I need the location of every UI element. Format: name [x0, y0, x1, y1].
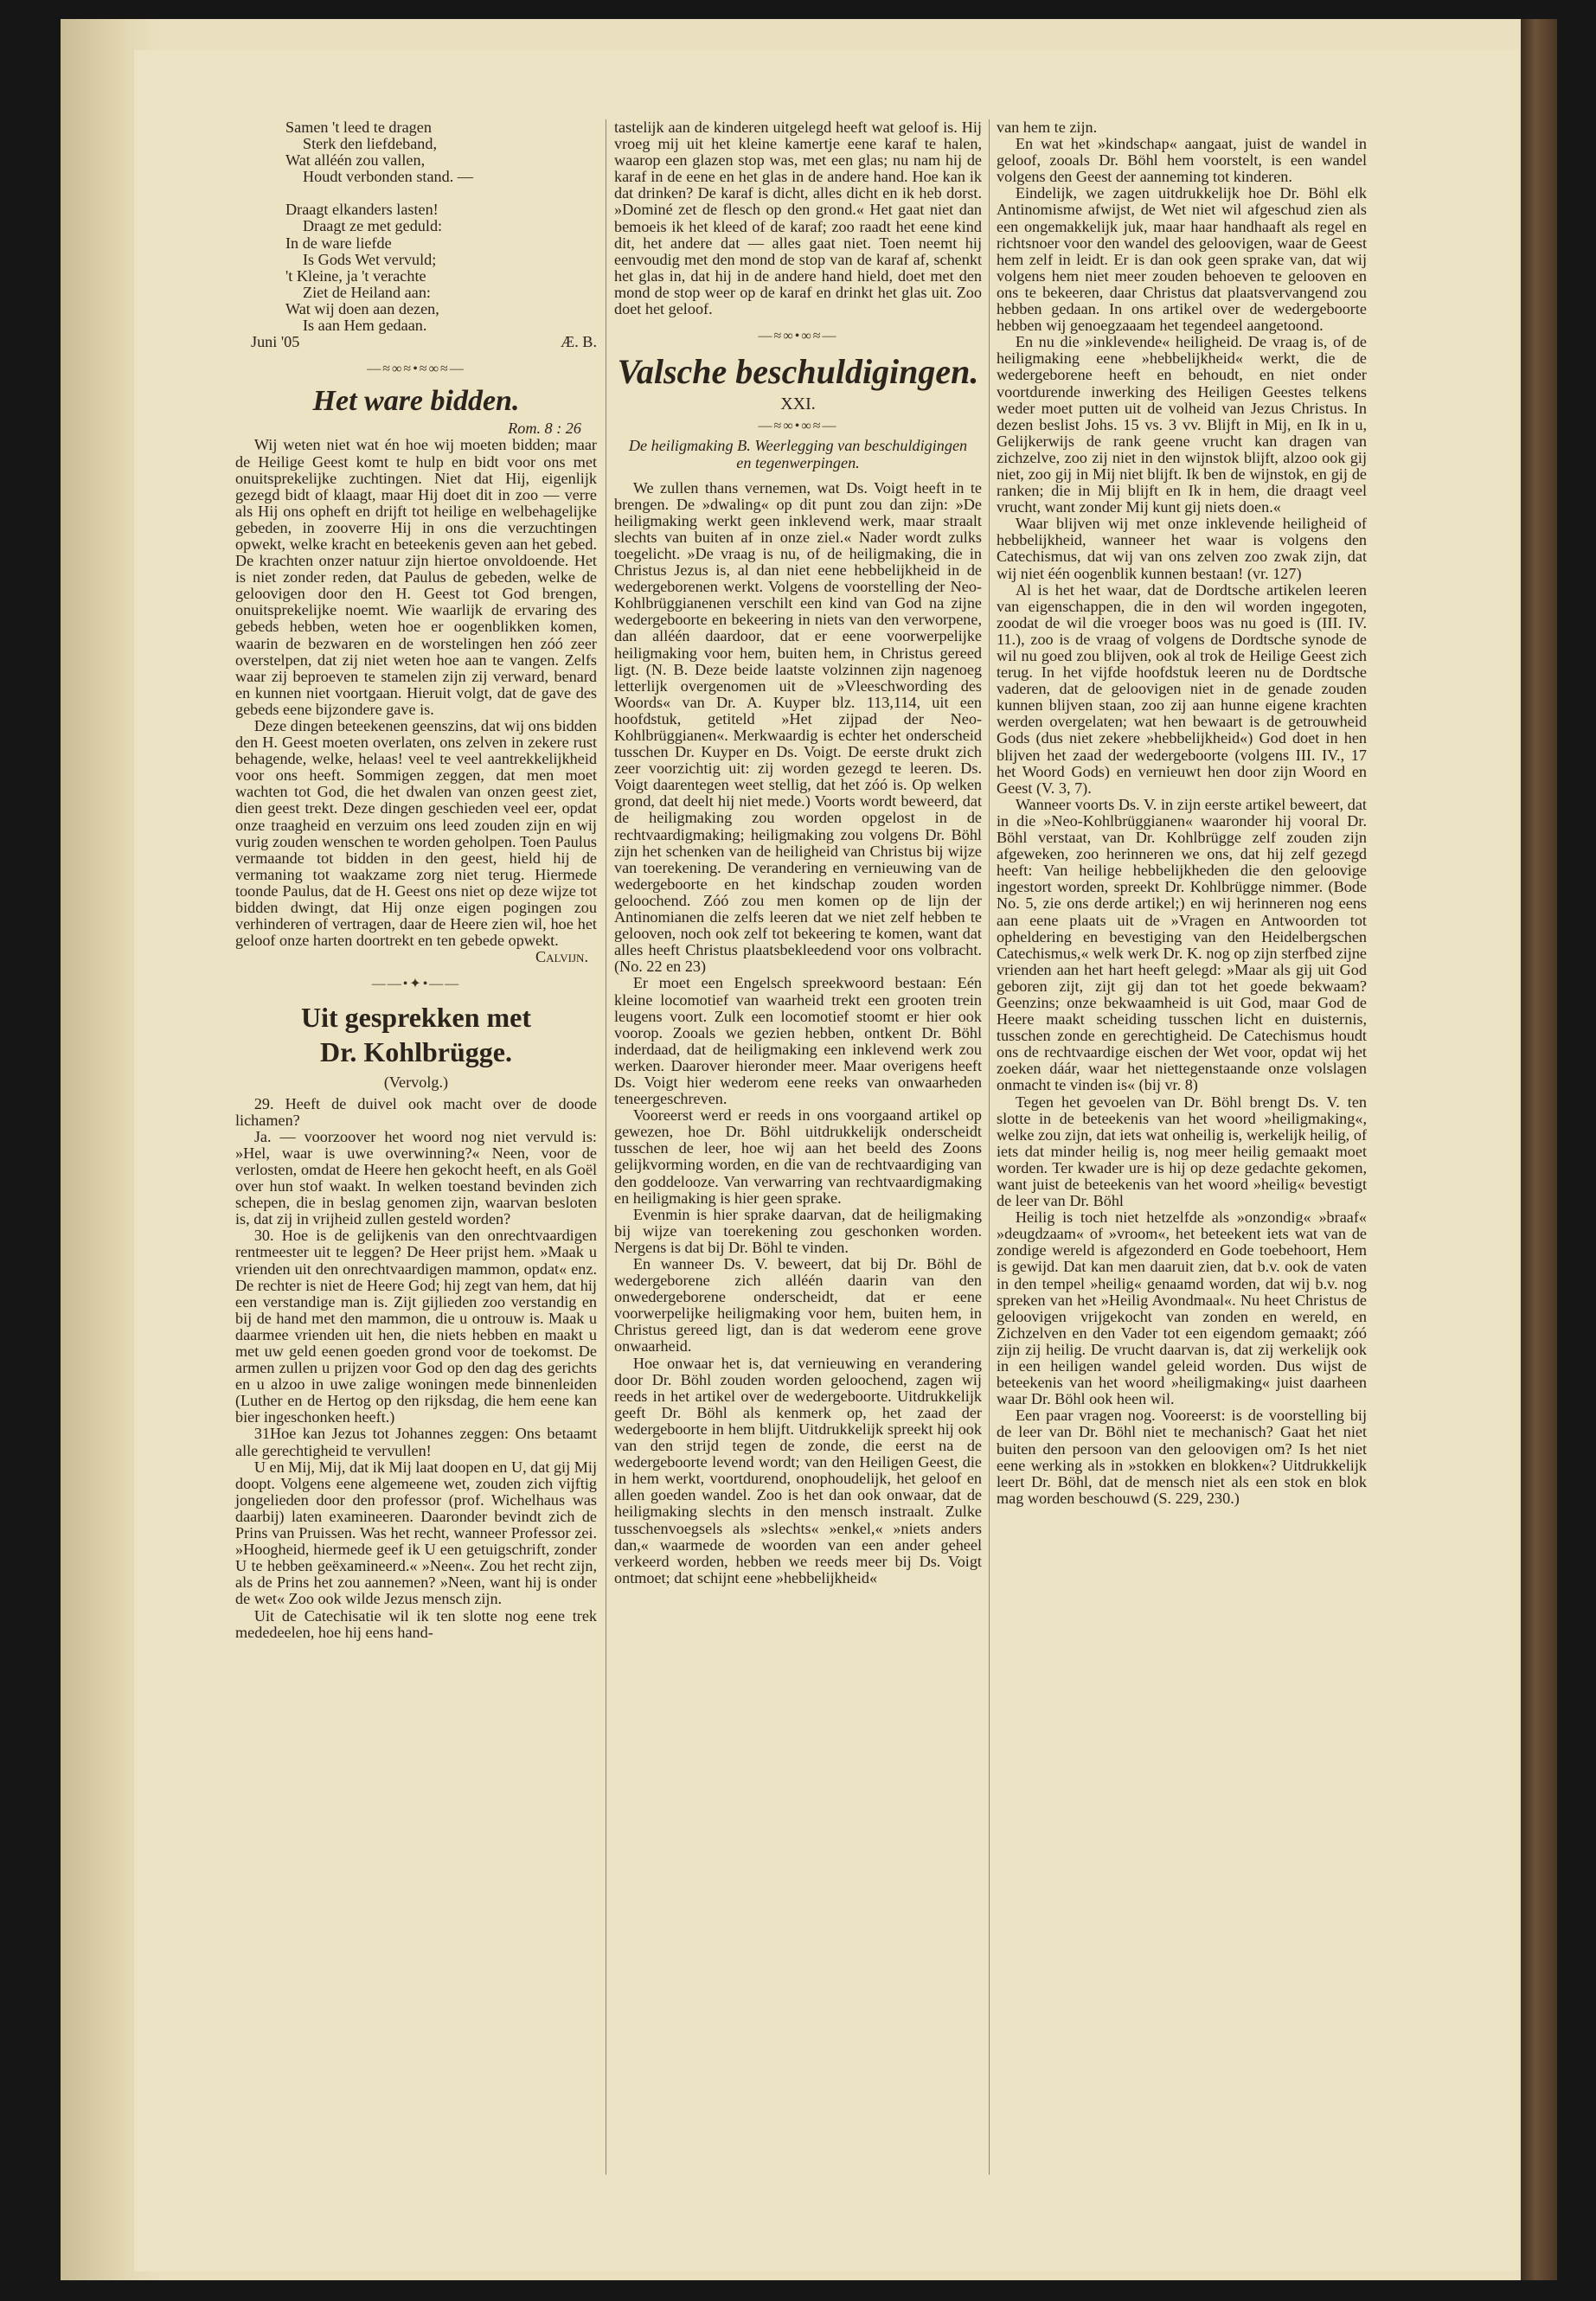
column-2 — [614, 119, 982, 1586]
poem-line: Ziet de Heiland aan: — [303, 283, 431, 301]
poem-line: Wat wij doen aan dezen, — [285, 299, 439, 317]
poem-line: Draagt ze met geduld: — [303, 217, 443, 235]
poem-line: Is Gods Wet vervuld; — [303, 250, 437, 268]
article-paragraph: Waar blijven wij met onze inklevende heiligheid of hebbelijkheid, wanneer het waar is volgens den Catechismus, dat wij van ons zelven zoo zwak zijn, dat wij niet één oogenblik kunnen bestaan! (vr. 127) — [997, 515, 1367, 582]
poem-signature: Æ. B. — [561, 333, 597, 351]
poem-line: Houdt verbonden stand. — — [303, 168, 473, 186]
article-paragraph: 31Hoe kan Jezus tot Johannes zeggen: Ons betaamt alle gerechtigheid te vervullen! — [235, 1425, 597, 1459]
article-paragraph: Er moet een Engelsch spreekwoord bestaan: Eén kleine locomotief van waarheid trekt een grooten trein leugens voort. Zulk een locomotief stoomt er hier ook voorop. Zooals we gezien hebben, ontkent Dr. Böhl inderdaad, dat de heiligmaking een inklevend werk zou werken. Daarover hieronder meer. Maar overigens heeft Ds. Voigt hier wederom eene reeks van onwaarheden teneergeschreven. — [614, 974, 982, 1108]
section-ornament: —≈∞≈•≈∞≈— — [367, 362, 465, 377]
column-1 — [235, 119, 597, 1641]
poem-line: 't Kleine, ja 't verachte — [285, 266, 426, 285]
article-deck: De heiligmaking B. Weerlegging van beschuldigingen en tegenwerpingen. — [628, 437, 968, 471]
article-title-line: Uit gesprekken met — [300, 1001, 532, 1033]
article-number: XXI. — [780, 394, 816, 414]
article-paragraph: Wanneer voorts Ds. V. in zijn eerste artikel beweert, dat in die »Neo-Kohlbrüggianen« waaronder hij vooral Dr. Böhl verstaat, van Dr. Kohlbrügge zelf zouden zijn afgeweken, zoo herinneren we ons, dat hij zelf gezegd heeft: Van heilige hebbelijkheden die den geloovige ingestort worden, spreekt Dr. Kohlbrügge nimmer. (Bode No. 5, zie ons derde artikel;) en wij herinneren nog eens aan eene plaats uit de »Vragen en Antwoorden tot opheldering en bevestiging van den Heidelbergschen Catechismus,« welk werk Dr. K. nog op zijn sterfbed zijne vrienden aan het hart heeft gelegd: »Maar als gij uit God geboren zijt, zijt gij dan tot het goede bekwaam? Geenzins; onze bekwaamheid is uit God, maar God de Heere maakt scheiding tusschen licht en duisternis, tusschen zonde en gerechtigheid. De Catechismus houdt ons de rechtvaardige eischen der Wet voor, opdat wij het zoeken dáár, waar het niettegenstaande onze volslagen onmacht te vinden is« (bij vr. 8) — [997, 795, 1367, 1094]
article-title: Valsche beschuldigingen. — [617, 352, 979, 392]
poem-line: Samen 't leed te dragen — [285, 119, 432, 136]
article-paragraph: Ja. — voorzoover het woord nog niet vervuld is: »Hel, waar is uwe overwinning?« Neen, voor de verlosten, omdat de Heere hen gekocht heeft, en als Goël over hun stof waakt. In welken toestand bevinden zich schepen, die in beslag genomen zijn, waarvan besloten is, dat zij in vrijheid zullen gesteld worden? — [235, 1127, 597, 1228]
poem-line: Wat alléén zou vallen, — [285, 151, 426, 170]
article-title-line: Dr. Kohlbrügge. — [320, 1035, 512, 1067]
article-paragraph: 30. Hoe is de gelijkenis van den onrechtvaardigen rentmeester uit te leggen? De Heer prijst hem. »Maak u vrienden uit den onrechtvaardigen mammon, opdat« enz. De rechter is niet de Heere God; hij zegt van hem, dat hij een verstandige man is. Zijt gijlieden zoo verstandig en bij de hand met den mammon, die u ontrouw is. Maak u daarmee vrienden uit hen, die niets hebben en maakt u met uw geld eenen goeden grond voor de toekomst. De armen zullen u prijzen voor God op den dag des gerichts en u alzoo in uwe zalige woningen mede binnenleiden (Luther en de Hertog op den rijksdag, die hem eene kan bier ingeschonken heeft.) — [235, 1227, 597, 1426]
poem-line: Draagt elkanders lasten! — [285, 201, 439, 219]
section-ornament: —≈∞•∞≈— — [758, 329, 838, 344]
article-title: Het ware bidden. — [312, 385, 520, 418]
column-3 — [997, 119, 1367, 1507]
article-paragraph: Hoe onwaar het is, dat vernieuwing en verandering door Dr. Böhl zouden worden geloochend, zagen wij reeds in het artikel over de wedergeboorte. Uitdrukkelijk geeft Dr. Böhl als kenmerk op, het zaad der wedergeboorte in hem blijft. Uitdrukkelijk spreekt hij ook van den strijd tegen de zonde, die eerst na de wedergeboorte levend wordt; van den Heiligen Geest, die in hem werkt, voortdurend, onophoudelijk, het geloof en allen goeden wandel. Zoo is het dan ook onwaar, dat de heiligmaking slechts in den mensch instraalt. Zulke tusschenvoegsels als »slechts« »enkel,« »niets anders dan,« waarmede de woorden van een ander geheel verkeerd worden, hebben we reeds meer bij Ds. Voigt ontmoet; dat schijnt eene »hebbelijkheid« — [614, 1354, 982, 1586]
article-paragraph: En wat het »kindschap« aangaat, juist de wandel in geloof, zooals Dr. Böhl hem voorstelt, is een wandel volgens den Geest der aanneming tot kinderen. — [997, 135, 1367, 186]
poem-date: Juni '05 — [251, 333, 300, 351]
poem-line: Is aan Hem gedaan. — [303, 317, 427, 335]
article-paragraph: We zullen thans vernemen, wat Ds. Voigt heeft in te brengen. De »dwaling« op dit punt zou dan zijn: »De heiligmaking werkt geen inklevend werk, maar straalt slechts van buiten af in onze ziel.« Nader wordt zulks toegelicht. »De vraag is nu, of de heiligmaking, die in Christus Jezus is, al dan niet eene hebbelijkheid in de wedergeborenen werkt. Volgens de voorstelling der Neo-Kohlbrüggianenen verschilt een kind van God na zijne wedergeboorte en bekeering in niets van den verworpene, dan alléén daardoor, dat er eene voorwerpelijke heiligmaking voor hem, buiten hem, in Christus gereed ligt. (N. B. Deze beide laatste volzinnen zijn nagenoeg letterlijk overgenomen uit de »Vleeschwording des Woords« van Dr. A. Kuyper blz. 113,114, uit een hoofdstuk, getiteld »Het zijpad der Neo-Kohlbrüggianen«. Merkwaardig is echter het onderscheid tusschen Dr. Kuyper en Ds. Voigt. De eerste drukt zich zeer voorzichtig uit: zij worden gezegd te leeren. Ds. Voigt daarentegen weet stellig, dat het zóó is. Op welken grond, dat deelt hij niet mede.) Voorts wordt beweerd, dat de heiligmaking zou worden opgelost in de rechtvaardigmaking; heiligmaking zou volgens Dr. Böhl zijn het schenken van de heiligheid van Christus bij wijze van toerekening. De verandering en vernieuwing van de wedergeboorte en het kindschap zouden worden geloochend. Zóó zou men komen op de lijn der Antinomianen die zelfs leeren dat we niet zelf hebben te gelooven, noch ook zelf tot bekeering te komen, want dat alles heeft Christus plaatsbekleedend voor ons volbracht. (No. 22 en 23) — [614, 478, 982, 976]
article-paragraph: van hem te zijn. — [997, 119, 1098, 136]
column-rule — [989, 119, 990, 2175]
article-subtitle: (Vervolg.) — [383, 1073, 449, 1091]
poem-line: Sterk den liefdeband, — [303, 135, 438, 153]
article-paragraph: Tegen het gevoelen van Dr. Böhl brengt Ds. V. ten slotte in de beteekenis van het woord »heiligmaking«, welke zou zijn, dat iets wat onheilig is, werkelijk heilig, of iets dat minder heilig is, nog meer heilig gemaakt moet worden. Ter kwader ure is hij op deze gedachte gekomen, want juist de beteekenis van het woord »heilig« bevestigt de leer van Dr. Böhl — [997, 1093, 1367, 1210]
article-paragraph: Een paar vragen nog. Vooreerst: is de voorstelling bij de leer van Dr. Böhl niet te mechanisch? Gaat het niet buiten den persoon van den geloovigen om? Is het niet eene werking als in »stokken en blokken«? Uitdrukkelijk leert Dr. Böhl, dat de mensch niet als een stok en blok mag worden beschouwd (S. 229, 230.) — [997, 1407, 1367, 1507]
book-board-edge — [1521, 19, 1557, 2280]
article-paragraph: En nu die »inklevende« heiligheid. De vraag is, of de heiligmaking eene »hebbelijkheid« werkt, die de wedergeborene heeft en behoudt, en niet onder voortdurende inwerking des Heiligen Geestes telkens weder moet putten uit de volheid van Jezus Christus. In dezen beslist Johs. 15 vs. 3 vv. Blijft in Mij, en Ik in u, Gelijkerwijs de rank geene vrucht kan dragen van zichzelve, zoo zij niet in den wijnstok blijft, alzoo ook gij niet, zoo gij in Mij niet blijft. Ik ben de wijnstok, en gij de ranken; die in Mij blijft en Ik in hem, die draagt veel vrucht, want zonder Mij kunt gij niets doen.« — [997, 333, 1367, 516]
article-paragraph: Uit de Catechisatie wil ik ten slotte nog eene trek mededeelen, hoe hij eens hand- — [235, 1606, 597, 1641]
scripture-reference: Rom. 8 : 26 — [508, 420, 581, 438]
section-ornament: ——•✦•—— — [371, 977, 461, 992]
article-paragraph: tastelijk aan de kinderen uitgelegd heeft wat geloof is. Hij vroeg mij uit het kleine kamertje eene karaf te halen, waarop een glazen stop was, met een glas; nu nam hij de karaf in de eene en het glas in de andere hand. Hoe kan ik dat drinken? De karaf is dicht, alles dicht en ik heb dorst. »Dominé zet de flesch op den grond.« Het gaat niet dan bemoeis ik het kleed of de karaf; zoo raadt het eene kind dit, het andere dat — alles gaat niet. Toen neemt hij eenvoudig met den mond de stop van de karaf af, schenkt het glas in, dat hij in de andere hand hield, doet met den mond de stop weer op de karaf en drinkt het glas uit. Zoo doet het geloof. — [614, 119, 982, 318]
poem — [285, 119, 597, 334]
section-ornament: —≈∞•∞≈— — [758, 419, 838, 434]
article-paragraph: Wij weten niet wat én hoe wij moeten bidden; maar de Heilige Geest komt te hulp en bidt voor ons met onuitsprekelijke zuchtingen. Niet dat Hij, eigenlijk gezegd bidt of klaagt, maar Hij doet dit in zoo — verre als Hij ons opheft en drijft tot heilige en welbehagelijke gebeden, in zooverre Hij in ons die verzuchtingen opwekt, welke kracht en beteekenis geven aan het gebed. De krachten onzer natuur zijn hiertoe onvoldoende. Het is niet zonder reden, dat Paulus de gebeden, welke de geloovigen door den H. Geest tot God brengen, onuitsprekelijke noemt. Wie waarlijk de ervaring des gebeds hebben, weten hoe er oogenblikken komen, waarin de bezwaren en de worstelingen hen zóó zeer overstelpen, dat zij niet weten hoe aan te vangen. Zelfs waar zij beproeven te stamelen zijn zij verward, benard en kunnen niet voortgaan. Hieruit volgt, dat de gave des gebeds eene bijzondere gave is. — [235, 436, 597, 718]
poem-line: In de ware liefde — [285, 234, 392, 252]
article-paragraph: Deze dingen beteekenen geenszins, dat wij ons bidden den H. Geest moeten overlaten, ons zelven in zekere rust behagende, welke, helaas! veel te veel aantrekkelijkheid voor ons heeft. Sommigen zeggen, dat men moet wachten tot God, die het dwalen van onzen geest ziet, dien geest trekt. Deze dingen geschieden veel eer, opdat onze traagheid en verzuim ons leed zouden zijn en wij vurig zouden wenschen te worden geholpen. Toen Paulus vermaande tot bidden in den geest, hield hij de vermaning tot waakzame zorg niet terug. Hiermede toonde Paulus, dat de H. Geest ons niet op deze wijze tot bidden dwingt, dat Hij onze eigen pogingen zou verhinderen of vertragen, daar de Heere zien wil, hoe het geloof onze harten doortrekt en ten gebede opwekt. — [235, 717, 597, 950]
article-paragraph: Al is het het waar, dat de Dordtsche artikelen leeren van eigenschappen, die in den wil worden ingegoten, zoodat de wil die vroeger boos was nu goed is (III. IV. 11.), zoo is de vraag of volgens de Dordtsche synode de wil nu goed zou blijven, ook al trok de Heilige Geest zich terug. In het vijfde hoofdstuk leeren nu de Dordtsche vaderen, dat de geloovigen niet in de genade zouden kunnen blijven staan, zoo zij aan hunne eigene krachten werden overgelaten; wat hen bewaart is de getrouwheid Gods (dus niet zekere »hebbelijkheid«) God doet in hen blijven het zaad der wedergeboorte (volgens III. IV., 17 het Woord Gods) en vernieuwt hen door zijn Woord en Geest (V. 3, 7). — [997, 580, 1367, 797]
poem-footer — [251, 334, 597, 350]
article-signature: Calvijn. — [535, 948, 588, 966]
article-paragraph: Vooreerst werd er reeds in ons voorgaand artikel op gewezen, hoe Dr. Böhl uitdrukkelijk onderscheidt tusschen de leer, hoe wij aan het beeld des Zoons gelijkvorming worden, en die van de rechtvaardiging van den goddelooze. Van verwarring van rechtvaardigmaking en heiligmaking is hier geen sprake. — [614, 1106, 982, 1207]
article-paragraph: 29. Heeft de duivel ook macht over de doode lichamen? — [235, 1094, 597, 1129]
article-paragraph: Evenmin is hier sprake daarvan, dat de heiligmaking bij wijze van toerekening zou geschonken worden. Nergens is dat bij Dr. Böhl te vinden. — [614, 1205, 982, 1256]
poem-line — [285, 185, 597, 202]
article-paragraph: Eindelijk, we zagen uitdrukkelijk hoe Dr. Böhl elk Antinomisme afwijst, de Wet niet wil afgeschud zien als een ongemakkelijk juk, maar haar handhaaft als regel en richtsnoer voor den wandel des geloovigen, waar de Geest hem zelf in leidt. Er is dan ook geen sprake van, dat wij volgens hem niet meer zouden behoeven te gelooven en ons te bekeeren, daar Christus dat plaatsvervangend zou hebben gedaan. In ons artikel over de wedergeboorte hebben wij genoegzaaam het tegendeel aangetoond. — [997, 184, 1367, 335]
article-paragraph: U en Mij, Mij, dat ik Mij laat doopen en U, dat gij Mij doopt. Volgens eene algemeene wet, zouden zich vijftig jongelieden door den professor (prof. Wichelhaus was daarbij) laten examineeren. Daaronder bevindt zich de Prins van Pruissen. Was het recht, wanneer Professor zei. »Hoogheid, hiermede geef ik U een getuigschrift, zonder U te hebben geëxamineerd.« »Neen«. Zou het recht zijn, als de Prins het zou aannemen? »Neen, want hij is onder de wet« Zoo ook wilde Jezus mensch zijn. — [235, 1458, 597, 1608]
article-paragraph: En wanneer Ds. V. beweert, dat bij Dr. Böhl de wedergeborene zich alléén daarin van den onwedergeborene onderscheidt, dat er eene voorwerpelijke heiligmaking voor hem, buiten hem, in Christus gereed ligt, dan is dat wederom eene grove onwaarheid. — [614, 1255, 982, 1356]
article-paragraph: Heilig is toch niet hetzelfde als »onzondig« »braaf« »deugdzaam« of »vroom«, het beteekent iets wat van de zondige wereld is afgezonderd en Gode toebehoort, Hem is gewijd. Dat kan men daaruit zien, dat b.v. ook de vaten in den tempel »heilig« genaamd worden, dat wij b.v. nog spreken van het »Heilig Avondmaal«. Nu heet Christus de geloovigen vrijgekocht van zonden en wereld, en Zichzelven en den Vader tot een eigendom gemaakt; zóó zijn zij heilig. De vrucht daarvan is, dat zij werkelijk ook in een heiligen wandel geleid worden. Dus wijst de beteekenis van het woord »heiligmaking« juist daarheen waar Dr. Böhl ook heen wil. — [997, 1208, 1367, 1408]
